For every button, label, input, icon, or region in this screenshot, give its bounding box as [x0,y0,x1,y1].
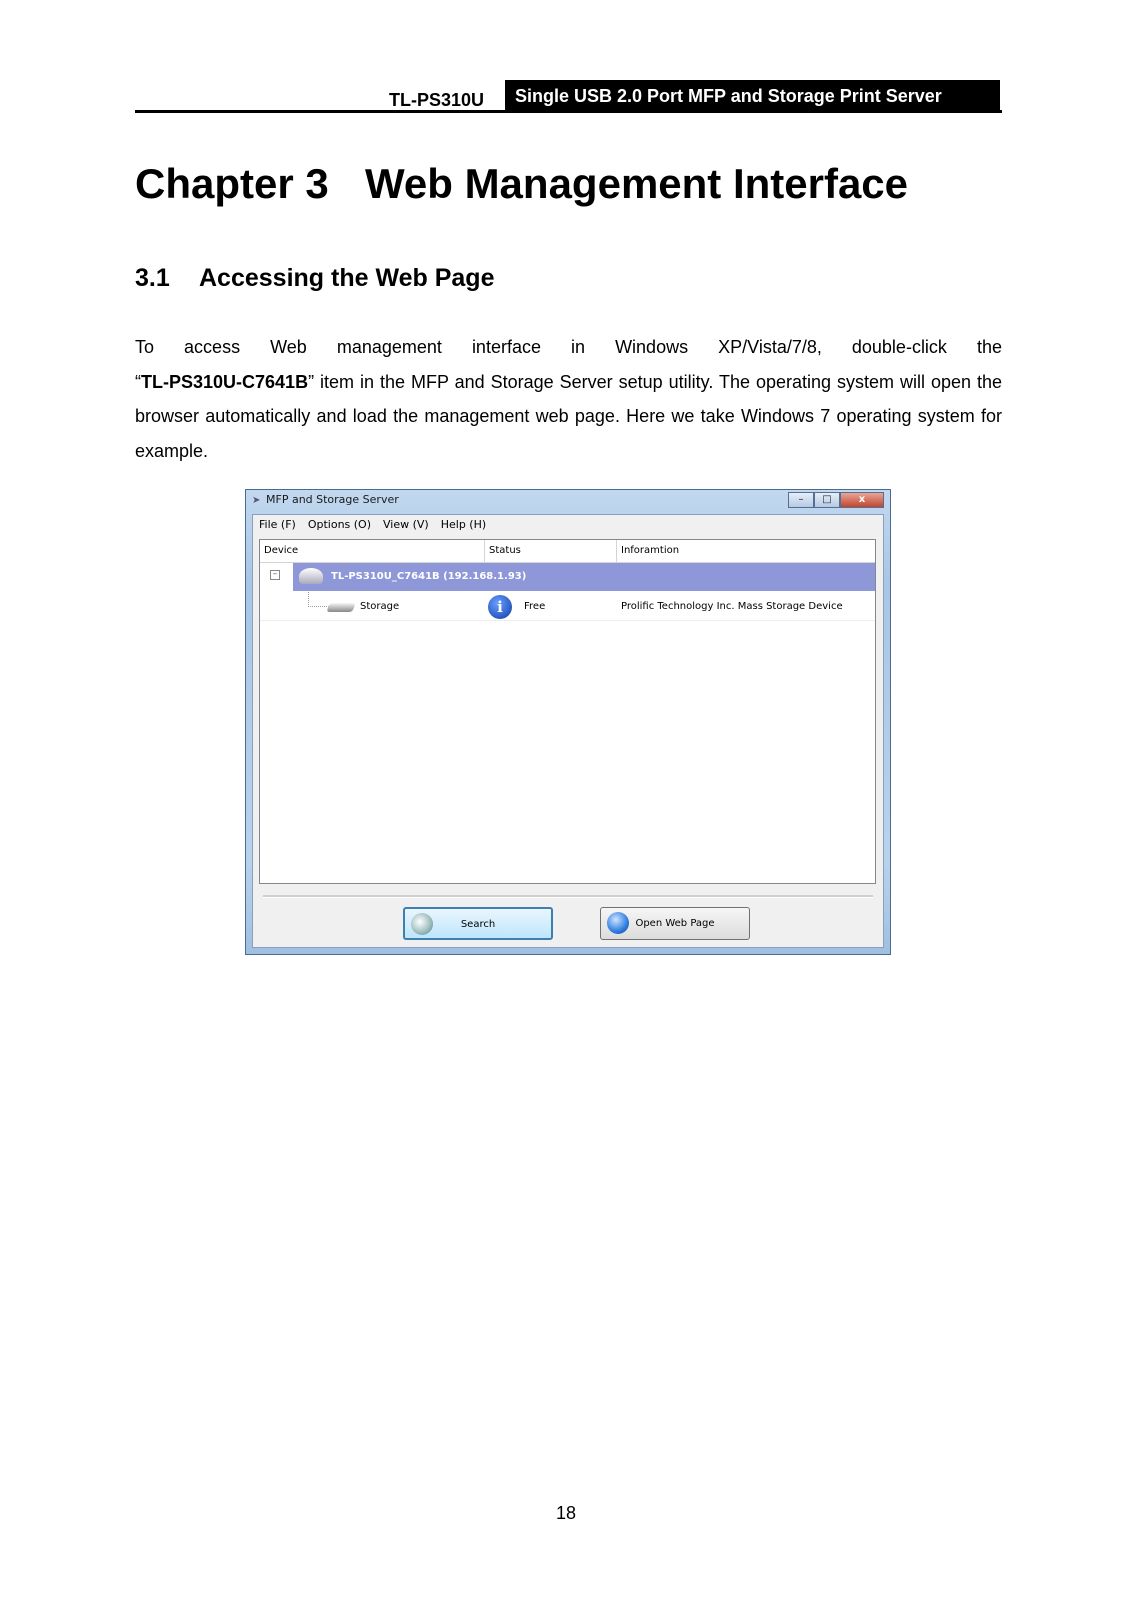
chapter-title: Web Management Interface [365,160,909,207]
column-information[interactable]: Inforamtion [621,545,680,556]
column-header-row [260,540,875,563]
globe-icon [607,912,629,934]
magnifier-icon [411,913,433,935]
body-paragraph [135,330,1002,468]
page-number: 18 [555,1503,577,1523]
header-description-box [505,80,1000,110]
window-controls [788,492,884,508]
menu-file[interactable]: File (F) [259,518,296,531]
print-server-icon [299,568,323,584]
device-item-name: TL-PS310U-C7641B [141,371,309,392]
chapter-heading [135,160,908,208]
header-rule [135,110,1002,113]
button-separator [263,895,873,898]
collapse-toggle-icon[interactable]: – [270,570,280,580]
window-title-bar [252,493,399,506]
storage-row[interactable] [260,594,875,621]
menu-bar [253,515,883,535]
storage-status: Free [524,601,546,612]
open-quote: “ [135,371,141,392]
window-title: MFP and Storage Server [266,493,399,506]
column-separator [616,540,617,562]
device-row[interactable] [293,563,875,591]
maximize-button[interactable]: □ [814,492,840,508]
section-number: 3.1 [135,264,170,292]
word: the [976,337,1002,357]
paragraph-rest [135,365,1002,469]
paragraph-rest-text: ” item in the MFP and Storage Server setup utility. The operating system will open the browser automatically and load the management web page. Here we take Windows 7 operating system for example. [135,371,1002,461]
word: interface [471,337,541,357]
section-title: Accessing the Web Page [199,264,495,292]
paragraph-line-1 [135,330,1002,365]
menu-help[interactable]: Help (H) [440,518,487,531]
word: access [184,337,241,357]
minimize-button[interactable]: – [788,492,814,508]
word: XP/Vista/7/8, [718,337,822,357]
section-heading [135,264,494,293]
device-label: TL-PS310U_C7641B (192.168.1.93) [331,571,527,582]
word: Web [270,337,307,357]
column-separator [484,540,485,562]
storage-name: Storage [360,601,400,612]
open-web-page-label: Open Web Page [635,918,715,929]
word: management [336,337,442,357]
menu-options[interactable]: Options (O) [307,518,372,531]
close-button[interactable]: x [840,492,884,508]
search-button[interactable] [403,907,553,940]
word: double-click [851,337,947,357]
word: in [571,337,586,357]
column-status[interactable]: Status [489,545,521,556]
page-header [135,80,1002,112]
open-web-page-button[interactable] [600,907,750,940]
storage-disk-icon [326,603,355,612]
device-list[interactable] [259,539,876,884]
chapter-number: Chapter 3 [135,160,329,207]
storage-information: Prolific Technology Inc. Mass Storage Device [621,601,843,612]
mfp-server-window [245,489,891,955]
column-device[interactable]: Device [264,545,299,556]
info-icon: i [488,595,512,619]
window-client-area [252,514,884,948]
menu-view[interactable]: View (V) [383,518,429,531]
search-button-label: Search [460,919,496,930]
word: Windows [615,337,689,357]
header-description: Single USB 2.0 Port MFP and Storage Print Server [515,86,942,106]
app-logo-icon: ➤ [252,495,261,506]
word: To [135,337,155,357]
header-model: TL-PS310U [389,90,485,110]
